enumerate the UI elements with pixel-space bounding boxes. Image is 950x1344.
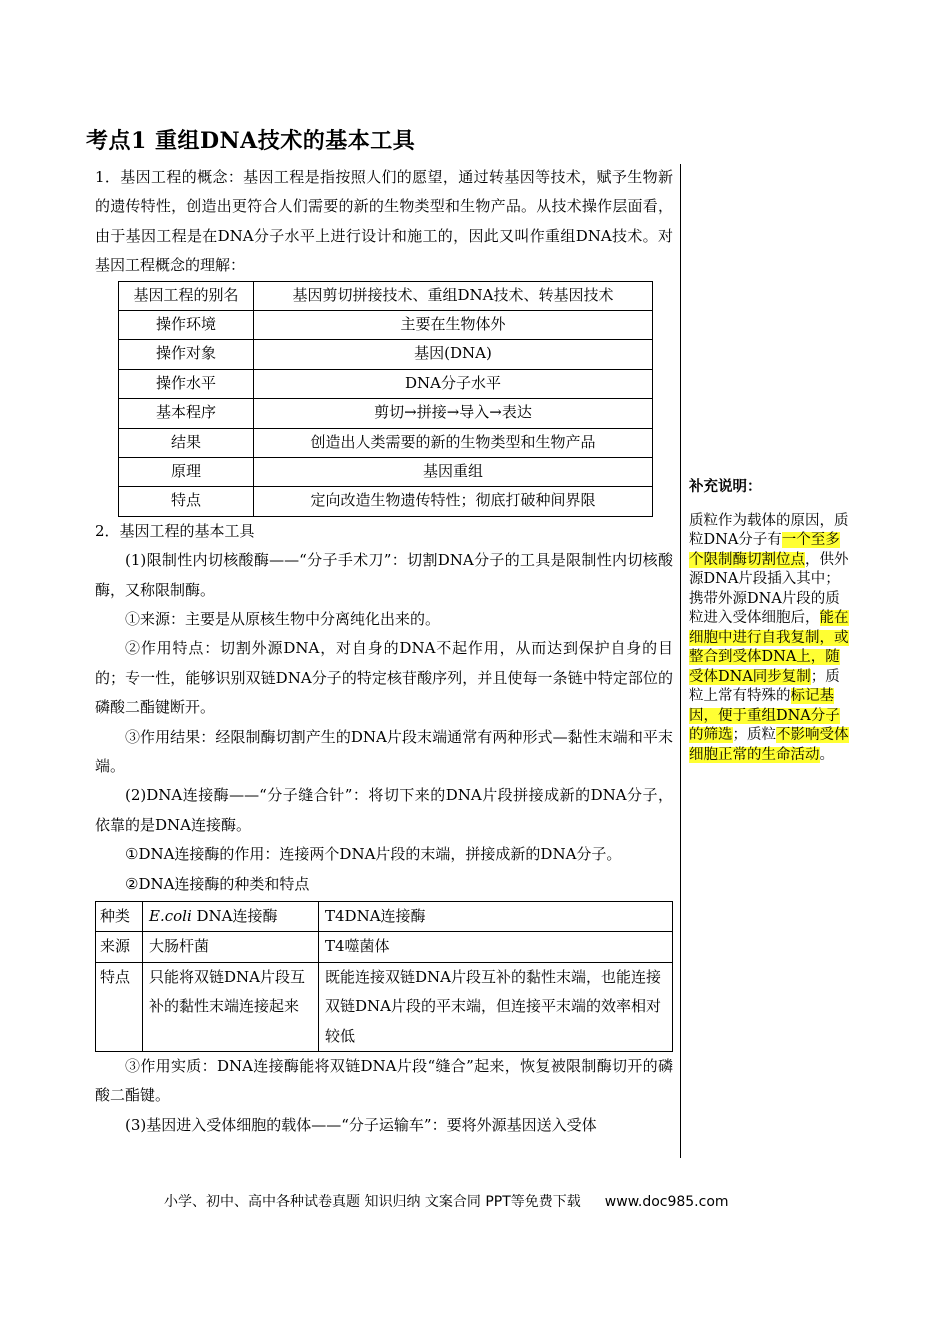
table-cell: 基因剪切拼接技术、重组DNA技术、转基因技术 [254,281,653,310]
table-cell: T4噬菌体 [319,932,673,962]
paragraph-source: ①来源：主要是从原核生物中分离纯化出来的。 [125,609,441,628]
side-text: ，供外源DNA片段插入其中；携带外源DNA片段的质粒进入受体细胞后， [689,551,849,626]
highlighted-text: 标记基因，便于重组DNA分子的筛选 [689,688,840,743]
table-cell: 特点 [119,487,254,516]
column-divider [680,164,681,1158]
side-note [689,478,854,765]
footer-text: 小学、初中、高中各种试卷真题 知识归纳 文案合同 PPT等免费下载 [164,1194,581,1210]
table-cell: DNA分子水平 [254,369,653,398]
table-row [96,932,673,962]
table-cell: 基因(DNA) [254,340,653,369]
table-cell: 基因重组 [254,457,653,486]
table-cell: 种类 [96,902,143,932]
paragraph-action-essence: ③作用实质：DNA连接酶能将双链DNA片段“缝合”起来，恢复被限制酶切开的磷酸二酯键。 [95,1057,673,1105]
table-row [119,340,653,369]
cell-text: DNA连接酶 [191,907,278,926]
table-cell: 大肠杆菌 [143,932,319,962]
table-cell: 结果 [119,428,254,457]
table-row [119,399,653,428]
table-row [119,457,653,486]
paragraph-vector: (3)基因进入受体细胞的载体——“分子运输车”：要将外源基因送入受体 [125,1115,597,1134]
side-note-title: 补充说明： [689,479,762,495]
side-text: 。 [819,746,834,763]
main-content [95,163,673,1140]
table-row [96,902,673,932]
highlighted-text: 不影响受体细胞正常的生命活动 [689,727,849,763]
side-note-body [689,512,854,766]
table-cell: 基因工程的别名 [119,281,254,310]
paragraph-action-result: ③作用结果：经限制酶切割产生的DNA片段末端通常有两种形式—黏性末端和平末端。 [95,727,673,775]
table-row [119,487,653,516]
paragraph-ligase-types: ②DNA连接酶的种类和特点 [125,874,310,893]
table-cell: 操作环境 [119,311,254,340]
table-cell: 创造出人类需要的新的生物类型和生物产品 [254,428,653,457]
side-text: ；质粒上常有特殊的 [689,668,840,704]
table-cell: 操作对象 [119,340,254,369]
paragraph-gene-engineering-concept: 1．基因工程的概念：基因工程是指按照人们的愿望，通过转基因等技术，赋予生物新的遗传特性，创造出更符合人们需要的新的生物类型和生物产品。从技术操作层面看，由于基因工程是在DNA分子水平上进行设计和施工的，因此又叫作重组DNA技术。对基因工程概念的理解： [95,168,673,275]
highlighted-text: 能在细胞中进行自我复制，或整合到受体DNA上，随受体DNA同步复制 [689,610,849,685]
table-cell: 既能连接双链DNA片段互补的黏性末端，也能连接双链DNA片段的平末端，但连接平末端的效率相对较低 [319,962,673,1051]
table-row [119,369,653,398]
paragraph-restriction-enzyme: (1)限制性内切核酸酶——“分子手术刀”：切割DNA分子的工具是限制性内切核酸酶，又称限制酶。 [95,551,673,599]
table-cell: 特点 [96,962,143,1051]
table-cell: 主要在生物体外 [254,311,653,340]
footer-url: www.doc985.com [604,1194,729,1210]
ligase-table [95,901,673,1052]
table-cell: 操作水平 [119,369,254,398]
table-cell: 定向改造生物遗传特性；彻底打破种间界限 [254,487,653,516]
side-text: 质粒作为载体的原因，质粒DNA分子有 [689,512,849,548]
table-row [119,428,653,457]
paragraph-ligase-function: ①DNA连接酶的作用：连接两个DNA片段的末端，拼接成新的DNA分子。 [125,845,622,864]
table-cell [143,902,319,932]
concept-table [118,281,653,517]
table-row [96,962,673,1051]
table-cell: 来源 [96,932,143,962]
page-footer [164,1191,864,1211]
table-row [119,311,653,340]
table-row [119,281,653,310]
table-cell: 只能将双链DNA片段互补的黏性末端连接起来 [143,962,319,1051]
highlighted-text: 一个至多个限制酶切割位点 [689,532,840,568]
paragraph-dna-ligase: (2)DNA连接酶——“分子缝合针”：将切下来的DNA片段拼接成新的DNA分子，依靠的是DNA连接酶。 [95,786,673,834]
italic-species: E.coli [149,907,192,926]
table-cell: 原理 [119,457,254,486]
table-cell: T4DNA连接酶 [319,902,673,932]
paragraph-action-features: ②作用特点：切割外源DNA，对自身的DNA不起作用，从而达到保护自身的目的；专一性，能够识别双链DNA分子的特定核苷酸序列，并且使每一条链中特定部位的磷酸二酯键断开。 [95,639,673,717]
table-cell: 基本程序 [119,399,254,428]
side-text: ；质粒 [732,727,776,743]
paragraph-basic-tools: 2．基因工程的基本工具 [95,521,255,540]
table-cell: 剪切→拼接→导入→表达 [254,399,653,428]
section-title: 考点1 重组DNA技术的基本工具 [86,128,416,154]
